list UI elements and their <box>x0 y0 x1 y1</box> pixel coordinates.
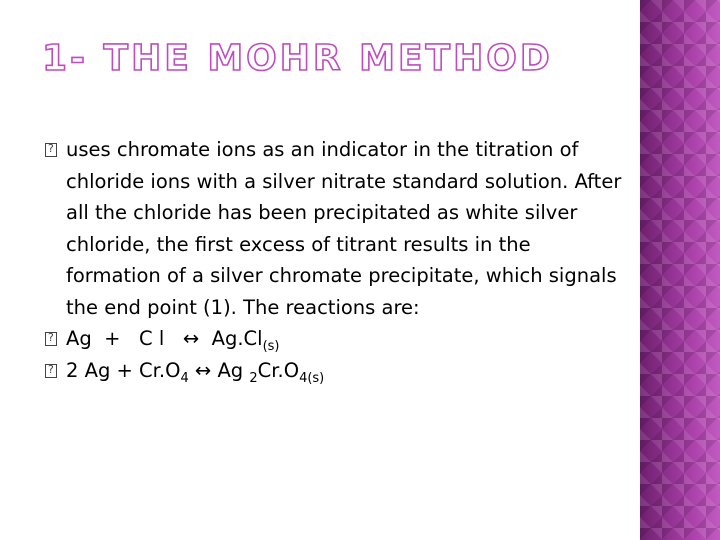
reaction-2-part3: Cr.O <box>257 358 300 382</box>
reaction-2-part2: ↔ Ag <box>188 358 250 382</box>
slide-title: 1- THE MOHR METHOD <box>42 38 553 79</box>
missing-glyph-box-icon <box>45 332 57 346</box>
paragraph-text: uses chromate ions as an indicator in the titration of chloride ions with a silver nitrate standard solution. After all the chloride has been precipitated as white silver chloride, the first excess of titrant results in the formation of a silver chromate precipitate, which signals the end point (1). The reactions are: <box>66 138 622 319</box>
reaction-2-sub2: 2 <box>249 370 258 386</box>
reaction-2 <box>45 355 625 387</box>
decorative-side-panel <box>640 0 720 540</box>
missing-glyph-box-icon <box>45 143 57 157</box>
slide-body <box>45 134 625 386</box>
reaction-2-sub3: 4(s) <box>299 370 325 386</box>
missing-glyph-box-icon <box>45 364 57 378</box>
reaction-2-sub1: 4 <box>180 370 189 386</box>
reaction-2-part1: 2 Ag + Cr.O <box>66 358 181 382</box>
reaction-1 <box>45 323 625 355</box>
reaction-1-text: Ag + C l ↔ Ag.Cl <box>66 327 263 350</box>
reaction-1-subscript: (s) <box>262 338 280 354</box>
bullet-paragraph <box>45 134 625 323</box>
